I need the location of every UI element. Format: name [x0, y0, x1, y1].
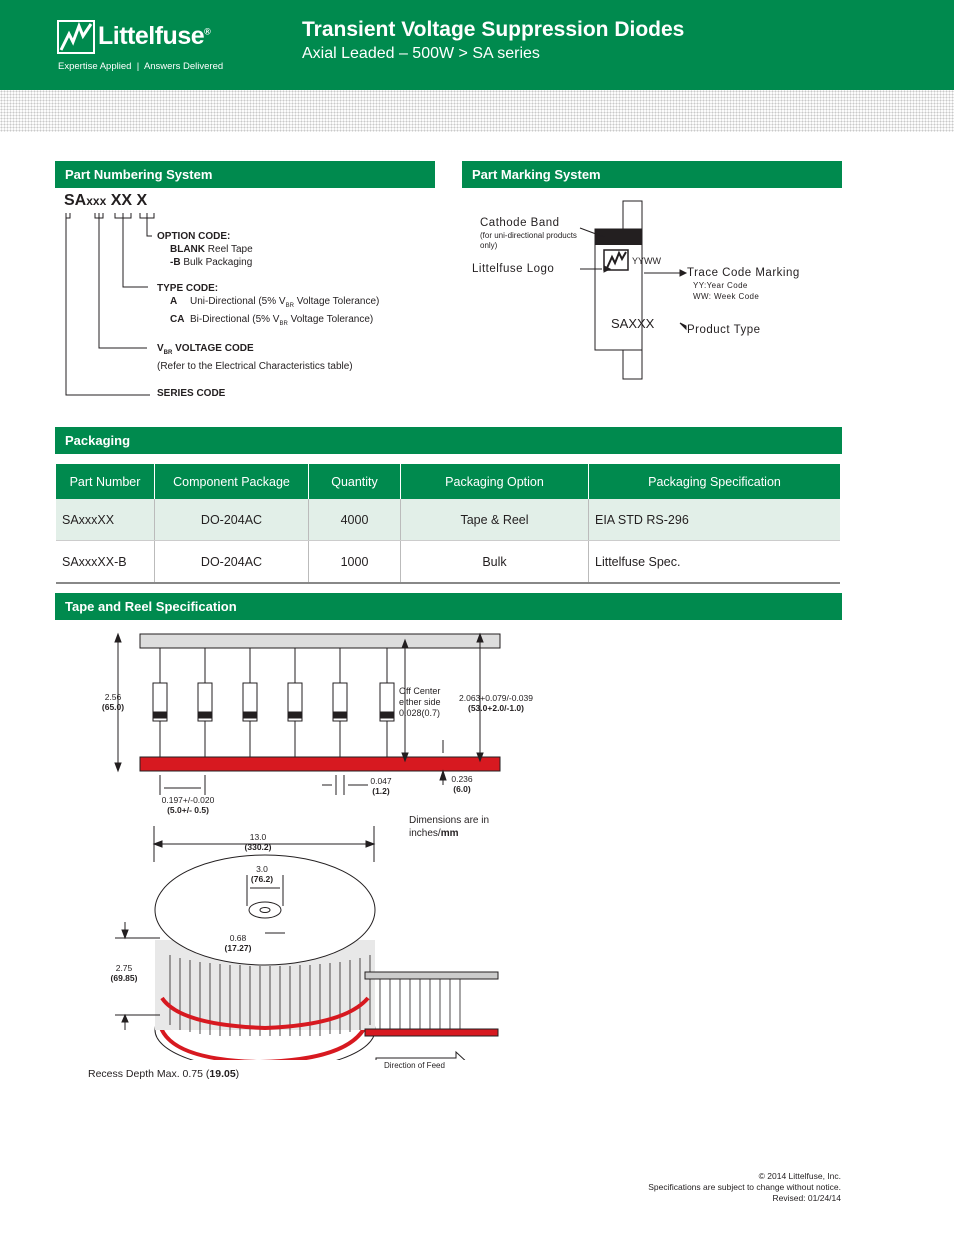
table-cell: Littelfuse Spec. [589, 541, 841, 584]
table-cell: 4000 [309, 499, 401, 541]
brand-name: Littelfuse® [98, 22, 211, 50]
table-cell: 1000 [309, 541, 401, 584]
dimensions-units-note: Dimensions are in inches/mm [409, 815, 490, 839]
dim-arbor-hole: 0.68 (17.27) [224, 933, 252, 953]
page-title: Transient Voltage Suppression Diodes [302, 18, 685, 41]
dim-0236: 0.236 (6.0) [451, 774, 473, 794]
yyww-mark: YYWW [632, 256, 661, 266]
packaging-table [56, 464, 840, 584]
series-code-label: SERIES CODE [157, 388, 226, 399]
page-subtitle: Axial Leaded – 500W > SA series [302, 45, 540, 62]
marking-leader-lines [560, 225, 690, 335]
table-header-row [56, 464, 840, 499]
column-header: Component Package [155, 464, 309, 499]
column-header: Part Number [56, 464, 155, 499]
column-header: Quantity [309, 464, 401, 499]
cathode-band-label: Cathode Band [480, 217, 560, 229]
dim-hub-diameter: 3.0 (76.2) [250, 864, 274, 884]
section-heading-packaging: Packaging [55, 427, 842, 454]
section-heading-part-marking: Part Marking System [462, 161, 842, 188]
dim-reel-diameter: 13.0 (330.2) [244, 832, 272, 852]
dot-pattern-band [0, 90, 954, 132]
dim-component-pitch: 0.197+/-0.020 (5.0+/- 0.5) [161, 795, 215, 815]
type-code-block: TYPE CODE: A Uni-Directional (5% $V_{BR}$ Voltage Tolerance) CA Bi-Directional (5% $V_{BR}$ Voltage Tolerance) [157, 283, 380, 327]
page-header [0, 0, 954, 90]
table-cell: Tape & Reel [401, 499, 589, 541]
table-cell: DO-204AC [155, 499, 309, 541]
saxxx-mark: SAXXX [611, 316, 655, 331]
cathode-band-note: (for uni-directional products only) [480, 231, 577, 250]
vbr-voltage-code-block: $V_{BR}$ VOLTAGE CODE (Refer to the Electrical Characteristics table) [157, 343, 353, 372]
dim-0047: 0.047 (1.2) [370, 776, 392, 796]
table-row [56, 541, 840, 584]
recess-depth-note: Recess Depth Max. 0.75 (19.05) [88, 1068, 240, 1080]
table-cell: DO-204AC [155, 541, 309, 584]
part-numbering-leader-lines [60, 205, 170, 400]
tagline: Expertise Applied | Answers Delivered [58, 61, 224, 72]
dim-lead-spacing: 2.063+0.079/-0.039 (53.0+2.0/-1.0) [459, 693, 533, 713]
table-cell: SAxxxXX-B [56, 541, 155, 584]
option-code-block: OPTION CODE: BLANK Reel Tape -B Bulk Packaging [157, 231, 253, 268]
page-footer: © 2014 Littelfuse, Inc. Specifications are subject to change without notice. Revised: 01/24/14 [648, 1171, 841, 1203]
section-heading-part-numbering: Part Numbering System [55, 161, 435, 188]
dim-off-center: Off Center either side 0.028(0.7) [399, 686, 441, 718]
direction-of-feed-label: Direction of Feed [384, 1061, 445, 1070]
dim-pitch-length: 2.56 (65.0) [101, 692, 125, 712]
table-cell: EIA STD RS-296 [589, 499, 841, 541]
part-number-code: SAxxx XX X [64, 192, 148, 209]
table-row [56, 499, 840, 541]
dim-reel-width: 2.75 (69.85) [110, 963, 138, 983]
column-header: Packaging Option [401, 464, 589, 499]
littelfuse-logo-label: Littelfuse Logo [472, 263, 555, 275]
littelfuse-logo-icon [57, 20, 95, 54]
trace-code-desc: YY:Year Code WW: Week Code [693, 281, 760, 301]
section-heading-tape-reel: Tape and Reel Specification [55, 593, 842, 620]
table-cell: Bulk [401, 541, 589, 584]
reel-drawing [110, 820, 510, 1060]
product-type-label: Product Type [687, 324, 761, 336]
table-cell: SAxxxXX [56, 499, 155, 541]
trace-code-label: Trace Code Marking [687, 267, 800, 279]
column-header: Packaging Specification [589, 464, 841, 499]
